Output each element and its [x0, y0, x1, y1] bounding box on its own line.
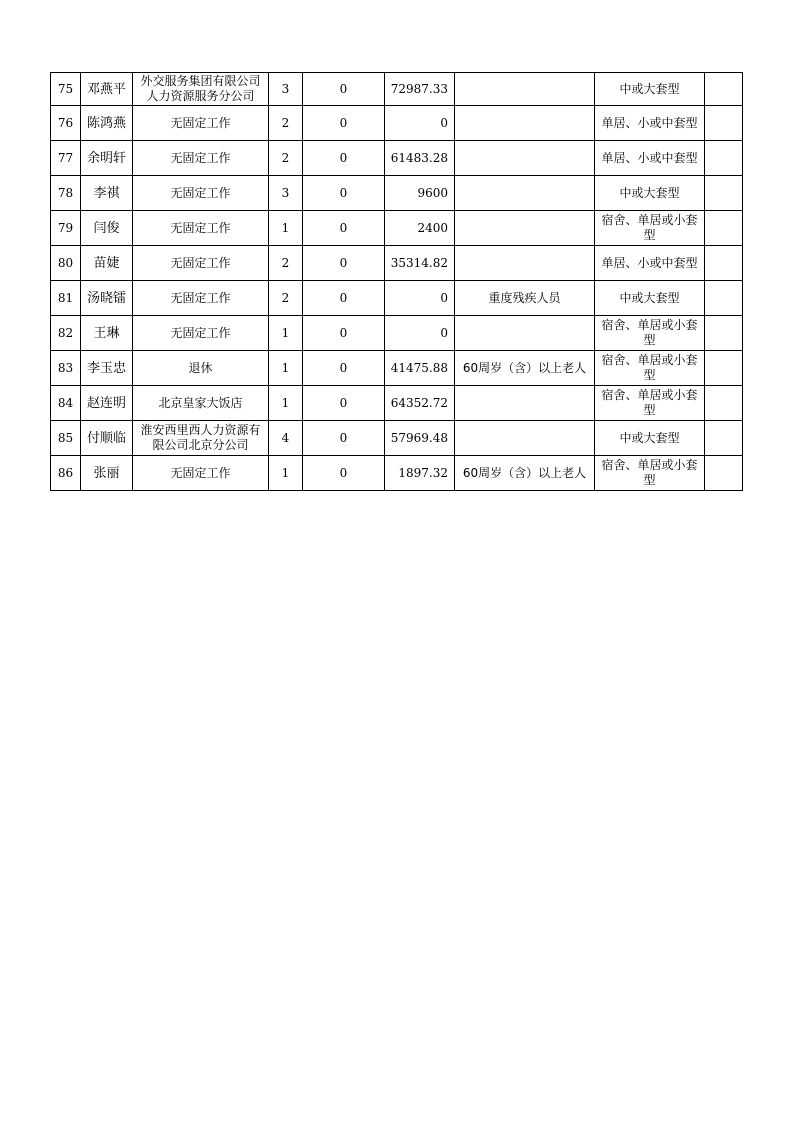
- housing-type-cell: 中或大套型: [595, 421, 705, 456]
- row-number-cell: 78: [51, 176, 81, 211]
- category-cell: [455, 316, 595, 351]
- household-size-cell: 1: [269, 351, 303, 386]
- housing-type-cell: 单居、小或中套型: [595, 246, 705, 281]
- zero-value-cell: 0: [303, 316, 385, 351]
- household-size-cell: 1: [269, 316, 303, 351]
- row-number-cell: 82: [51, 316, 81, 351]
- row-number-cell: 86: [51, 456, 81, 491]
- household-size-cell: 2: [269, 106, 303, 141]
- household-size-cell: 4: [269, 421, 303, 456]
- name-cell: 赵连明: [81, 386, 133, 421]
- name-cell: 李玉忠: [81, 351, 133, 386]
- row-number-cell: 77: [51, 141, 81, 176]
- table-body: [51, 73, 743, 491]
- category-cell: [455, 141, 595, 176]
- table-row: [51, 141, 743, 176]
- table-row: [51, 456, 743, 491]
- category-cell: 重度残疾人员: [455, 281, 595, 316]
- table-row: [51, 73, 743, 106]
- work-unit-cell: 无固定工作: [133, 176, 269, 211]
- name-cell: 李祺: [81, 176, 133, 211]
- housing-type-cell: 宿舍、单居或小套型: [595, 211, 705, 246]
- name-cell: 苗婕: [81, 246, 133, 281]
- category-cell: [455, 246, 595, 281]
- work-unit-cell: 淮安西里西人力资源有限公司北京分公司: [133, 421, 269, 456]
- zero-value-cell: 0: [303, 211, 385, 246]
- income-cell: 0: [385, 106, 455, 141]
- table-row: [51, 281, 743, 316]
- zero-value-cell: 0: [303, 246, 385, 281]
- note-cell: [705, 246, 743, 281]
- work-unit-text: 外交服务集团有限公司人力资源服务分公司: [140, 74, 261, 103]
- housing-type-cell: 中或大套型: [595, 176, 705, 211]
- category-cell: [455, 211, 595, 246]
- name-cell: 余明轩: [81, 141, 133, 176]
- name-cell: 王琳: [81, 316, 133, 351]
- note-cell: [705, 281, 743, 316]
- household-size-cell: 2: [269, 281, 303, 316]
- work-unit-cell: 无固定工作: [133, 141, 269, 176]
- income-cell: 64352.72: [385, 386, 455, 421]
- work-unit-cell: 退休: [133, 351, 269, 386]
- zero-value-cell: 0: [303, 176, 385, 211]
- table-row: [51, 351, 743, 386]
- name-cell: 付顺临: [81, 421, 133, 456]
- work-unit-cell: 无固定工作: [133, 246, 269, 281]
- work-unit-cell: 无固定工作: [133, 316, 269, 351]
- housing-type-cell: 宿舍、单居或小套型: [595, 316, 705, 351]
- row-number-cell: 79: [51, 211, 81, 246]
- note-cell: [705, 351, 743, 386]
- work-unit-cell: 无固定工作: [133, 456, 269, 491]
- category-cell: [455, 421, 595, 456]
- row-number-cell: 76: [51, 106, 81, 141]
- category-cell: [455, 73, 595, 106]
- zero-value-cell: 0: [303, 386, 385, 421]
- table-row: [51, 386, 743, 421]
- zero-value-cell: 0: [303, 73, 385, 106]
- zero-value-cell: 0: [303, 141, 385, 176]
- row-number-cell: 75: [51, 73, 81, 106]
- work-unit-cell: 无固定工作: [133, 106, 269, 141]
- income-cell: 1897.32: [385, 456, 455, 491]
- housing-type-cell: 单居、小或中套型: [595, 106, 705, 141]
- income-cell: 41475.88: [385, 351, 455, 386]
- housing-type-cell: 宿舍、单居或小套型: [595, 351, 705, 386]
- category-cell: 60周岁（含）以上老人: [455, 351, 595, 386]
- table-row: [51, 421, 743, 456]
- table-row: [51, 211, 743, 246]
- note-cell: [705, 211, 743, 246]
- zero-value-cell: 0: [303, 281, 385, 316]
- income-cell: 35314.82: [385, 246, 455, 281]
- work-unit-cell: [133, 73, 269, 106]
- name-cell: 陈鸿燕: [81, 106, 133, 141]
- category-cell: [455, 386, 595, 421]
- name-cell: 闫俊: [81, 211, 133, 246]
- note-cell: [705, 386, 743, 421]
- income-cell: 61483.28: [385, 141, 455, 176]
- note-cell: [705, 176, 743, 211]
- housing-type-cell: 单居、小或中套型: [595, 141, 705, 176]
- work-unit-cell: 北京皇家大饭店: [133, 386, 269, 421]
- household-size-cell: 1: [269, 211, 303, 246]
- row-number-cell: 85: [51, 421, 81, 456]
- work-unit-cell: 无固定工作: [133, 281, 269, 316]
- name-cell: 汤晓镭: [81, 281, 133, 316]
- zero-value-cell: 0: [303, 106, 385, 141]
- household-size-cell: 1: [269, 456, 303, 491]
- household-size-cell: 1: [269, 386, 303, 421]
- zero-value-cell: 0: [303, 351, 385, 386]
- name-cell: 邓燕平: [81, 73, 133, 106]
- category-cell: [455, 106, 595, 141]
- household-size-cell: 2: [269, 246, 303, 281]
- note-cell: [705, 456, 743, 491]
- row-number-cell: 83: [51, 351, 81, 386]
- income-cell: 72987.33: [385, 73, 455, 106]
- zero-value-cell: 0: [303, 456, 385, 491]
- income-cell: 0: [385, 316, 455, 351]
- table-row: [51, 176, 743, 211]
- note-cell: [705, 421, 743, 456]
- row-number-cell: 84: [51, 386, 81, 421]
- zero-value-cell: 0: [303, 421, 385, 456]
- housing-type-cell: 宿舍、单居或小套型: [595, 386, 705, 421]
- applicant-table: [50, 72, 743, 491]
- income-cell: 57969.48: [385, 421, 455, 456]
- category-cell: 60周岁（含）以上老人: [455, 456, 595, 491]
- work-unit-cell: 无固定工作: [133, 211, 269, 246]
- name-cell: 张丽: [81, 456, 133, 491]
- note-cell: [705, 106, 743, 141]
- table-row: [51, 246, 743, 281]
- table-row: [51, 316, 743, 351]
- income-cell: 0: [385, 281, 455, 316]
- income-cell: 9600: [385, 176, 455, 211]
- housing-type-cell: 中或大套型: [595, 281, 705, 316]
- note-cell: [705, 316, 743, 351]
- household-size-cell: 3: [269, 176, 303, 211]
- row-number-cell: 80: [51, 246, 81, 281]
- household-size-cell: 2: [269, 141, 303, 176]
- note-cell: [705, 73, 743, 106]
- category-cell: [455, 176, 595, 211]
- note-cell: [705, 141, 743, 176]
- table-row: [51, 106, 743, 141]
- income-cell: 2400: [385, 211, 455, 246]
- row-number-cell: 81: [51, 281, 81, 316]
- housing-type-cell: 中或大套型: [595, 73, 705, 106]
- housing-type-cell: 宿舍、单居或小套型: [595, 456, 705, 491]
- household-size-cell: 3: [269, 73, 303, 106]
